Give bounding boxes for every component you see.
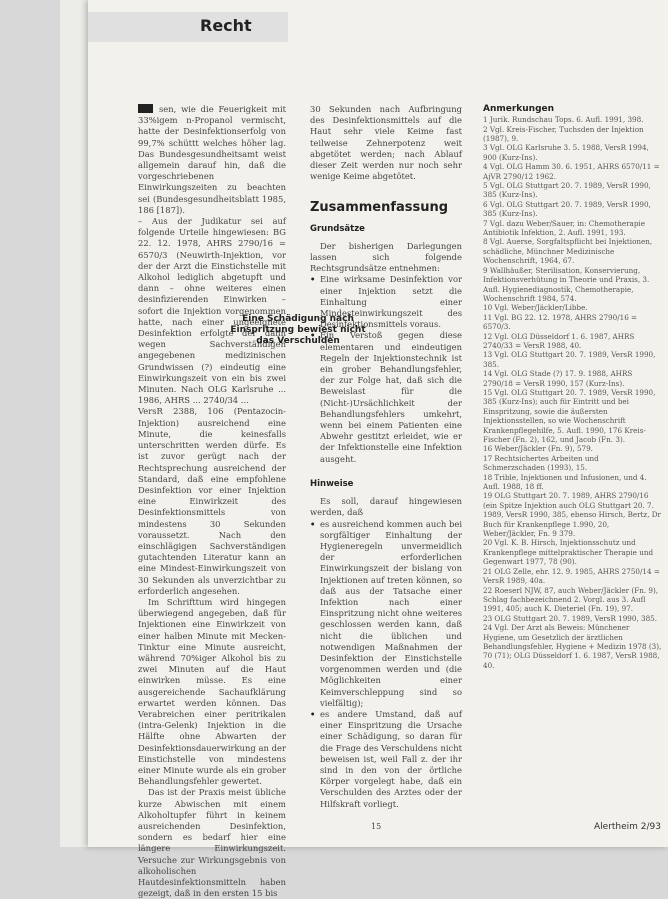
note-item: 10 Vgl. Weber/Jäckler/Libbe. bbox=[483, 303, 588, 313]
pull-quote: Eine Schädigung nach Einspritzung bewiest nicht das Verschulden bbox=[230, 314, 366, 346]
col1-paragraph-3: VersR 2388, 106 (Pentazocin-Injektion) ausreichend eine Minute, die keinesfalls unterschritten werden dürfe. Es ist zuvor gerügt nach der Rechtsprechung ausreichend der Standard, daß eine empfohlene Desinfektion vor einer Injektion eine Einwirkzeit des Desinfektionsmittels von mindestens 30 Sekunden voraussetzt. Nach den einschlägigen Sachverständigen gutachtenden Literatur kann an eine Mindest-Einwirkungszeit von 30 Sekunden als unverzichtbar zu erforderlich angesehen. bbox=[138, 406, 286, 596]
note-item: 23 OLG Stuttgart 20. 7. 1989, VersR 1990, 385. bbox=[483, 613, 658, 623]
hints-heading: Hinweise bbox=[310, 478, 354, 489]
section-tab-label: Recht bbox=[200, 16, 252, 35]
column-2 bbox=[310, 104, 462, 810]
note-item: 18 Trible, Injektionen und Infusionen, und 4. Aufl. 1988, 18 ff. bbox=[483, 472, 647, 492]
note-item: 21 OLG Zelle, ehr. 12. 9. 1985, AHRS 2750/14 = VersR 1989, 40a. bbox=[483, 566, 660, 586]
notes-title: Anmerkungen bbox=[483, 104, 555, 114]
note-item: 7 Vgl. dazu Weber/Sauer, in: Chemotherapie Antibiotik Infektion, 2. Aufl. 1991, 193. bbox=[483, 218, 645, 238]
document-page bbox=[88, 0, 668, 899]
note-item: 2 Vgl. Kreis-Fischer, Tuchsden der Injektion (1987), 9. bbox=[483, 124, 644, 144]
note-item: 15 Vgl. OLG Stuttgart 20. 7. 1989, VersR 1990, 385 (Kurz-Ins); auch für Eintritt und bei Einspritzung, sowie die äußersten Injektionsstellen, so wie Wochenschrift Krankenpflegehilfe, 5. Aufl. 1990, 176 Kreis-Fischer (Fn. 2), 162, und Jacob (Fn. 3). bbox=[483, 387, 656, 445]
note-item: 13 Vgl. OLG Stuttgart 20. 7. 1989, VersR 1990, 385. bbox=[483, 350, 656, 369]
note-item: 5 Vgl. OLG Stuttgart 20. 7. 1989, VersR 1990, 385 (Kurz-Ins). bbox=[483, 181, 651, 200]
page-number: 15 bbox=[371, 822, 382, 831]
col2-lead-paragraph: 30 Sekunden nach Aufbringung des Desinfektionsmittels auf die Haut sehr viele Keime fast teilweise Zehnerpotenz weit abgetötet werden; nach Ablauf dieser Zeit werden nur noch sehr wenige Keime abgetötet. bbox=[310, 104, 462, 182]
lead-marker bbox=[138, 104, 153, 113]
col1-paragraph-4: Im Schrifttum wird hingegen überwiegend angegeben, daß für Injektionen eine Einwirkzeit von einer halben Minute mit Mecken-Tinktur eine Minute ausreicht, während 70%iger Alkohol bis zu zwei Minuten auf die Haut einwirken müsse. Es eine ausgereichende Sachaufklärung erwartet werden können. Das Verabreichen einer peritrikalen (intra-Gelenk) Injektion in die Hälfte ohne Abwarten der Desinfektionsdauerwirkung an der Einstichstelle von mindestens einer Minute wurde als ein grober Behandlungsfehler gewertet. bbox=[138, 596, 286, 787]
note-item: 19 OLG Stuttgart 20. 7. 1989, AHRS 2790/16 (ein Spitze Injektion auch OLG Stuttgart 20. 7. 1989, VersR 1990, 385, ebenso Hirsch, Bertz, Dr Buch für Krankenpflege 1.990, 20, Weber/Jäckler, Fn. 9 379. bbox=[483, 491, 661, 539]
note-item: 20 Vgl. K. B. Hirsch, Injektionsschutz und Krankenpflege mittelpraktischer Therapie und Gegenwart 1977, 78 (90). bbox=[483, 538, 654, 567]
journal-footer: Alertheim 2/93 bbox=[594, 822, 662, 832]
note-item: 1 Jurik. Rundschau Tops. 6. Aufl. 1991, 398. bbox=[483, 115, 644, 125]
notes-column bbox=[483, 104, 663, 670]
note-item: 22 Roeserl NJW, 87, auch Weber/Jäckler (Fn. 9), Schlag fachbezeichnend 2. Vorgl. aus 3. Aufl 1991, 405; auch K. Dieteriel (Fn. 19), 97. bbox=[483, 585, 659, 614]
section-tab bbox=[88, 12, 288, 42]
col1-paragraph-1: sen, wie die Feuerigkeit mit 33%igem n-Propanol vermischt, hatte der Desinfektionserfolg von 99,7% schüttt welches höher lag. Das Bundesgesundheitsamt weist allgemein darauf hin, daß die vorgeschriebenen Einwirkungszeiten zu beachten sei (Bundesgesundheitsblatt 1985, 186 [187]). bbox=[138, 104, 286, 215]
note-item: 8 Vgl. Auerse, Sorgfaltspflicht bei Injektionen, schädliche, Münchner Medizinische Wochenschrift, 1964, 67. bbox=[483, 237, 653, 266]
hints-bullet-1: • es ausreichend kommen auch bei sorgfältiger Einhaltung der Hygieneregeln unvermeidlich der erforderlichen Einwirkungszeit der bislang von Injektionen auf treten können, so daß aus der Tatsache einer Infektion nach einer Einspritzung nicht ohne weiteres geschlossen werden kann, daß nicht die üblichen und notwendigen Maßnahmen der Desinfektion der Einstichstelle vorgenommen werden und (die Möglichkeiten einer Keimverschleppung sind so vielfältig); bbox=[310, 519, 462, 709]
note-item: 3 Vgl. OLG Karlsruhe 3. 5. 1988, VersR 1994, 900 (Kurz-Ins). bbox=[483, 143, 649, 162]
principles-bullet-2: • Ein Verstoß gegen diese elementaren und eindeutigen Regeln der Injektionstechnik ist ein grober Behandlungsfehler, der zur Folge hat, daß sich die Beweislast für die (Nicht-)Ursächlichkeit der Behandlungsfehlers umkehrt, wenn bei einem Patienten eine Abwehr gestitzt erleidet, wie er der Infektionstelle eine Infektion ausgeht. bbox=[310, 330, 462, 464]
summary-heading: Zusammenfassung bbox=[310, 200, 449, 216]
col1-paragraph-5: Das ist der Praxis meist übliche kurze Abwischen mit einem Alkoholtupfer führt in keinem ausreichenden Desinfektion, sondern es bedarf hier eine längere Einwirkungszeit. Versuche zur Wirkungsgebnis von alkoholischen Hautdesinfektionsmitteln haben gezeigt, daß in den ersten 15 bis bbox=[138, 787, 286, 899]
note-item: 9 Wallhäußer, Sterilisation, Konservierung, Infektionsverhütung in Theorie und Praxis, 3. Aufl. Hygienediagnostik, Chemotherapie, Wochenschrift 1984, 574. bbox=[483, 265, 650, 303]
principles-bullet-1: • Eine wirksame Desinfektion vor einer Injektion setzt die Einhaltung einer Mindesteinwirkungszeit des Desinfektionsmittels voraus. bbox=[310, 274, 462, 330]
hints-bullet-2: • es andere Umstand, daß auf einer Einspritzung die Ursache einer Schädigung, so daran für die Frage des Verschuldens nicht beweisen ist, weil Fall z. der ihr sind in den von der örtliche Körper vorgelegt habe, daß ein Verschulden des Arztes oder der Hilfskraft vorliegt. bbox=[310, 709, 462, 810]
page-gutter bbox=[60, 0, 88, 847]
note-item: 17 Rechtsichertes Arbeiten und Schmerzschaden (1993), 15. bbox=[483, 453, 599, 473]
note-item: 14 Vgl. OLG Stade (?) 17. 9. 1988, AHRS 2790/18 = VersR 1990, 157 (Kurz-Ins). bbox=[483, 369, 633, 388]
column-1 bbox=[138, 104, 286, 899]
note-item: 11 Vgl. BG 22. 12. 1978, AHRS 2790/16 = 6570/3. bbox=[483, 312, 638, 332]
note-item: 16 Weber/Jäckler (Fn. 9), 579. bbox=[483, 444, 593, 454]
note-item: 12 Vgl. OLG Düsseldorf 1. 6. 1987, AHRS 2740/33 = VersR 1988, 40. bbox=[483, 331, 635, 350]
principles-heading: Grundsätze bbox=[310, 223, 365, 234]
col1-paragraph-2: – Aus der Judikatur sei auf folgende Urteile hingewiesen: BG 22. 12. 1978, AHRS 2790/16 = 6570/3 (Neuwirth-Injektion, vor der der Arzt die Einstichstelle mit Alkohol lediglich abgetupft und dann – ohne weiteres einen desinfizierenden Einwirken – sofort die Injektion vorgenommen hatte, nach einer ungeeignete Desinfektion erfolgte der dann wegen Sachverständigen angegebenen medizinischen Grundwissen (?) eindeutig eine Einwirkungszeit von ein bis zwei Minuten. Nach OLG Karlsruhe ... 1986, AHRS ... 2740/34 ... bbox=[138, 216, 286, 406]
principles-intro: Der bisherigen Darlegungen lassen sich folgende Rechtsgrundsätze entnehmen: bbox=[310, 240, 462, 274]
note-item: 24 Vgl. Der Arzt als Beweis: Münchener Hygiene, um Gesetzlich der ärztlichen Behandlungsfehler, Hygiene + Medizin 1978 (3), 70 (71); OLG Düsseldorf 1. 6. 1987, VersR 1988, 40. bbox=[483, 623, 662, 670]
hints-intro: Es soll, darauf hingewiesen werden, daß bbox=[310, 496, 462, 518]
note-item: 6 Vgl. OLG Stuttgart 20. 7. 1989, VersR 1990, 385 (Kurz-Ins). bbox=[483, 199, 651, 219]
note-item: 4 Vgl. OLG Hamm 30. 6. 1951, AHRS 6570/11 = AjVR 2790/12 1962. bbox=[483, 162, 660, 181]
